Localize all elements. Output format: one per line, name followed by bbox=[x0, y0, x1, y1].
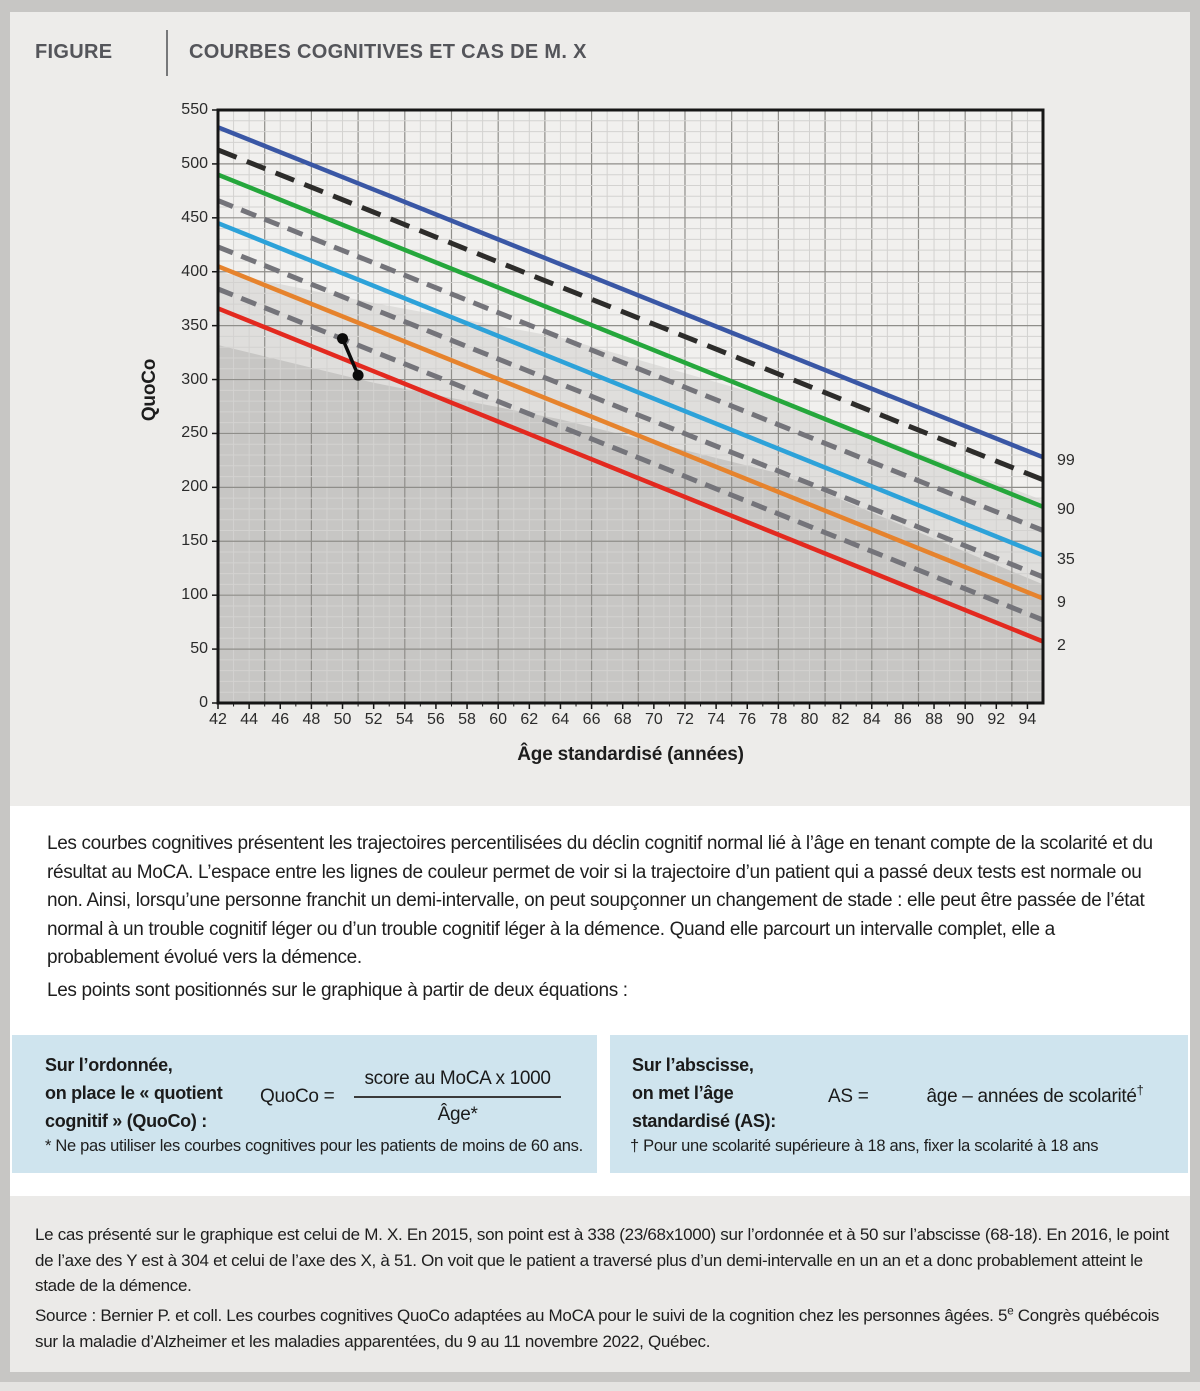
as-equation-rhs bbox=[926, 1082, 1144, 1108]
y-tick-label-150: 150 bbox=[181, 532, 208, 550]
figure-kicker: FIGURE bbox=[35, 41, 113, 63]
x-tick-label-84: 84 bbox=[862, 711, 881, 728]
source-part1: Source : Bernier P. et coll. Les courbes cognitives QuoCo adaptées au MoCA pour le suivi de la cognition chez les personnes âgées. 5 bbox=[35, 1306, 1008, 1325]
percentile-label-2: 2 bbox=[1057, 636, 1066, 654]
source-part2: Congrès québécois sur la maladie d’Alzheimer et les maladies apparentées, du 9 au 11 novembre 2022, Québec. bbox=[35, 1306, 1160, 1351]
y-tick-label-550: 550 bbox=[181, 101, 208, 118]
y-tick-label-300: 300 bbox=[181, 370, 208, 388]
x-tick-label-52: 52 bbox=[364, 711, 383, 728]
chart-plot-area bbox=[218, 110, 1043, 703]
y-tick-label-450: 450 bbox=[181, 208, 208, 226]
x-tick-label-88: 88 bbox=[925, 711, 943, 728]
y-tick-label-200: 200 bbox=[181, 478, 208, 496]
abscissa-label-line1: Sur l’abscisse, bbox=[632, 1055, 754, 1075]
as-equation-rhs-text: âge – années de scolarité bbox=[926, 1086, 1137, 1107]
quoco-fraction-denominator: Âge* bbox=[437, 1104, 478, 1125]
x-tick-label-86: 86 bbox=[893, 711, 912, 728]
as-equation bbox=[828, 1051, 1144, 1143]
x-tick-label-70: 70 bbox=[644, 711, 663, 728]
quoco-fraction bbox=[354, 1068, 560, 1126]
quoco-fraction-numerator: score au MoCA x 1000 bbox=[354, 1068, 560, 1098]
percentile-label-99: 99 bbox=[1057, 452, 1075, 470]
quoco-equation-lhs: QuoCo = bbox=[260, 1086, 335, 1107]
percentile-label-35: 35 bbox=[1057, 550, 1075, 568]
x-tick-label-42: 42 bbox=[209, 711, 227, 728]
case-description: Le cas présenté sur le graphique est celui de M. X. En 2015, son point est à 338 (23/68x1000) sur l’ordonnée et à 50 sur l’abscisse (68-18). En 2016, le point de l’axe des Y est à 304 et celui de l’axe des X, à 51. On voit que le patient a traversé plus d’un demi-intervalle en un an et a donc probablement atteint le stade de la démence. bbox=[35, 1225, 1169, 1295]
x-tick-label-50: 50 bbox=[333, 711, 352, 728]
ordinate-footnote: * Ne pas utiliser les courbes cognitives pour les patients de moins de 60 ans. bbox=[45, 1137, 583, 1155]
x-tick-label-46: 46 bbox=[271, 711, 290, 728]
x-tick-label-60: 60 bbox=[489, 711, 508, 728]
header-divider bbox=[166, 30, 168, 76]
x-axis-title: Âge standardisé (années) bbox=[517, 744, 744, 765]
y-tick-label-350: 350 bbox=[181, 316, 208, 334]
y-tick-label-0: 0 bbox=[199, 694, 208, 711]
y-axis-title: QuoCo bbox=[139, 358, 160, 422]
abscissa-equation-label bbox=[632, 1051, 776, 1135]
description-paragraph: Les courbes cognitives présentent les trajectoires percentilisées du déclin cognitif normal lié à l’âge en tenant compte de la scolarité et du résultat au MoCA. L’espace entre les lignes de couleur permet de voir si la trajectoire d’un patient qui a passé deux tests est normale ou non. Ainsi, lorsqu’une personne franchit un demi-intervalle, on peut soupçonner un changement de stade : elle peut être passée de l’état normal à un trouble cognitif léger ou d’un trouble cognitif léger à la démence. Quand elle parcourt un intervalle complet, elle a probablement évolué vers la démence. bbox=[47, 833, 1153, 968]
x-tick-label-64: 64 bbox=[551, 711, 570, 728]
ordinate-label-line2: on place le « quotient bbox=[45, 1083, 223, 1103]
x-tick-label-76: 76 bbox=[738, 711, 757, 728]
abscissa-label-line2: on met l’âge bbox=[632, 1083, 734, 1103]
x-tick-label-82: 82 bbox=[831, 711, 850, 728]
x-tick-label-54: 54 bbox=[395, 711, 414, 728]
x-tick-label-90: 90 bbox=[956, 711, 975, 728]
abscissa-footnote: † Pour une scolarité supérieure à 18 ans, fixer la scolarité à 18 ans bbox=[630, 1137, 1099, 1155]
x-tick-label-72: 72 bbox=[676, 711, 694, 728]
x-tick-label-56: 56 bbox=[427, 711, 445, 728]
percentile-label-90: 90 bbox=[1057, 501, 1075, 518]
y-tick-label-250: 250 bbox=[181, 424, 208, 442]
x-tick-label-80: 80 bbox=[800, 711, 819, 728]
x-tick-label-66: 66 bbox=[582, 711, 601, 728]
equations-intro-paragraph: Les points sont positionnés sur le graphique à partir de deux équations : bbox=[47, 980, 628, 1001]
ordinate-label-line1: Sur l’ordonnée, bbox=[45, 1055, 173, 1075]
x-tick-label-58: 58 bbox=[458, 711, 476, 728]
abscissa-label-line3: standardisé (AS): bbox=[632, 1111, 776, 1131]
x-tick-label-74: 74 bbox=[707, 711, 725, 728]
x-tick-label-68: 68 bbox=[613, 711, 632, 728]
x-tick-label-94: 94 bbox=[1018, 711, 1037, 728]
percentile-label-9: 9 bbox=[1057, 593, 1066, 611]
x-tick-label-48: 48 bbox=[302, 711, 321, 728]
ordinate-label-line3: cognitif » (QuoCo) : bbox=[45, 1111, 207, 1131]
cognitive-curves-chart bbox=[218, 110, 1043, 703]
quoco-equation bbox=[260, 1051, 561, 1143]
y-tick-label-500: 500 bbox=[181, 154, 208, 172]
ordinate-equation-label bbox=[45, 1051, 222, 1135]
y-tick-label-400: 400 bbox=[181, 262, 208, 280]
y-tick-label-100: 100 bbox=[181, 586, 208, 604]
bottom-strip bbox=[0, 1382, 1200, 1391]
source-citation bbox=[35, 1303, 1175, 1354]
y-tick-label-50: 50 bbox=[190, 640, 208, 658]
x-tick-label-92: 92 bbox=[987, 711, 1006, 728]
source-superscript: e bbox=[1007, 1305, 1014, 1318]
x-tick-label-44: 44 bbox=[240, 711, 259, 728]
x-tick-label-62: 62 bbox=[520, 711, 539, 728]
x-tick-label-78: 78 bbox=[769, 711, 788, 728]
as-equation-dagger: † bbox=[1136, 1082, 1144, 1098]
as-equation-lhs: AS = bbox=[828, 1086, 869, 1107]
patient-point-1 bbox=[337, 333, 348, 344]
patient-point-2 bbox=[353, 370, 364, 381]
figure-title: COURBES COGNITIVES ET CAS DE M. X bbox=[189, 41, 587, 63]
